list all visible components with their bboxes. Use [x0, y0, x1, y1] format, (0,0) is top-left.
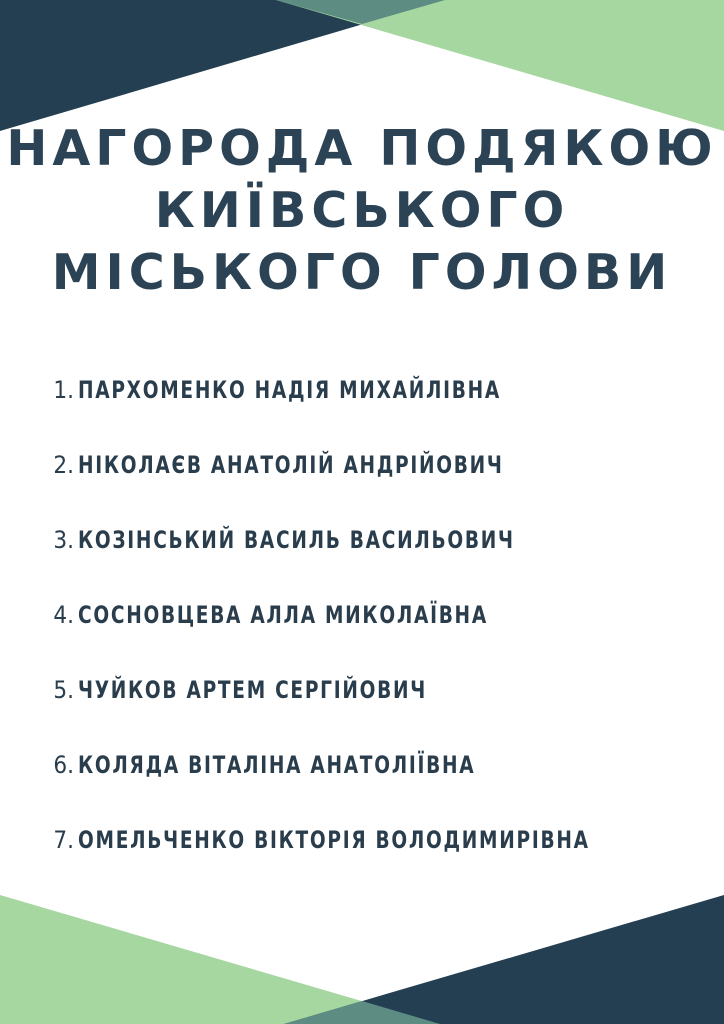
list-item [44, 365, 714, 414]
item-number: 4. [53, 600, 74, 629]
title-line-3: МІСЬКОГО ГОЛОВИ [51, 244, 673, 301]
list-item [44, 590, 714, 639]
item-number: 5. [53, 675, 74, 704]
item-number: 7. [53, 825, 74, 854]
list-item [44, 740, 714, 789]
awardee-name: НІКОЛАЄВ АНАТОЛІЙ АНДРІЙОВИЧ [78, 450, 504, 479]
list-item [44, 515, 714, 564]
awardee-name: ОМЕЛЬЧЕНКО ВІКТОРІЯ ВОЛОДИМИРІВНА [78, 825, 590, 854]
item-number: 3. [53, 525, 74, 554]
title-line-2: КИЇВСЬКОГО [154, 182, 570, 239]
awardee-list [44, 365, 714, 890]
item-number: 2. [53, 450, 74, 479]
awardee-name: СОСНОВЦЕВА АЛЛА МИКОЛАЇВНА [78, 600, 488, 629]
title-line-1: НАГОРОДА ПОДЯКОЮ [6, 120, 718, 177]
list-item [44, 665, 714, 714]
list-item [44, 440, 714, 489]
page-title [0, 118, 724, 304]
list-item [44, 815, 714, 864]
awardee-name: КОЛЯДА ВІТАЛІНА АНАТОЛІЇВНА [78, 750, 476, 779]
item-number: 6. [53, 750, 74, 779]
top-right-green-triangle [276, 0, 724, 131]
awardee-name: ЧУЙКОВ АРТЕМ СЕРГІЙОВИЧ [78, 675, 427, 704]
awardee-name: ПАРХОМЕНКО НАДІЯ МИХАЙЛІВНА [78, 375, 501, 404]
awardee-name: КОЗІНСЬКИЙ ВАСИЛЬ ВАСИЛЬОВИЧ [78, 525, 515, 554]
item-number: 1. [53, 375, 74, 404]
